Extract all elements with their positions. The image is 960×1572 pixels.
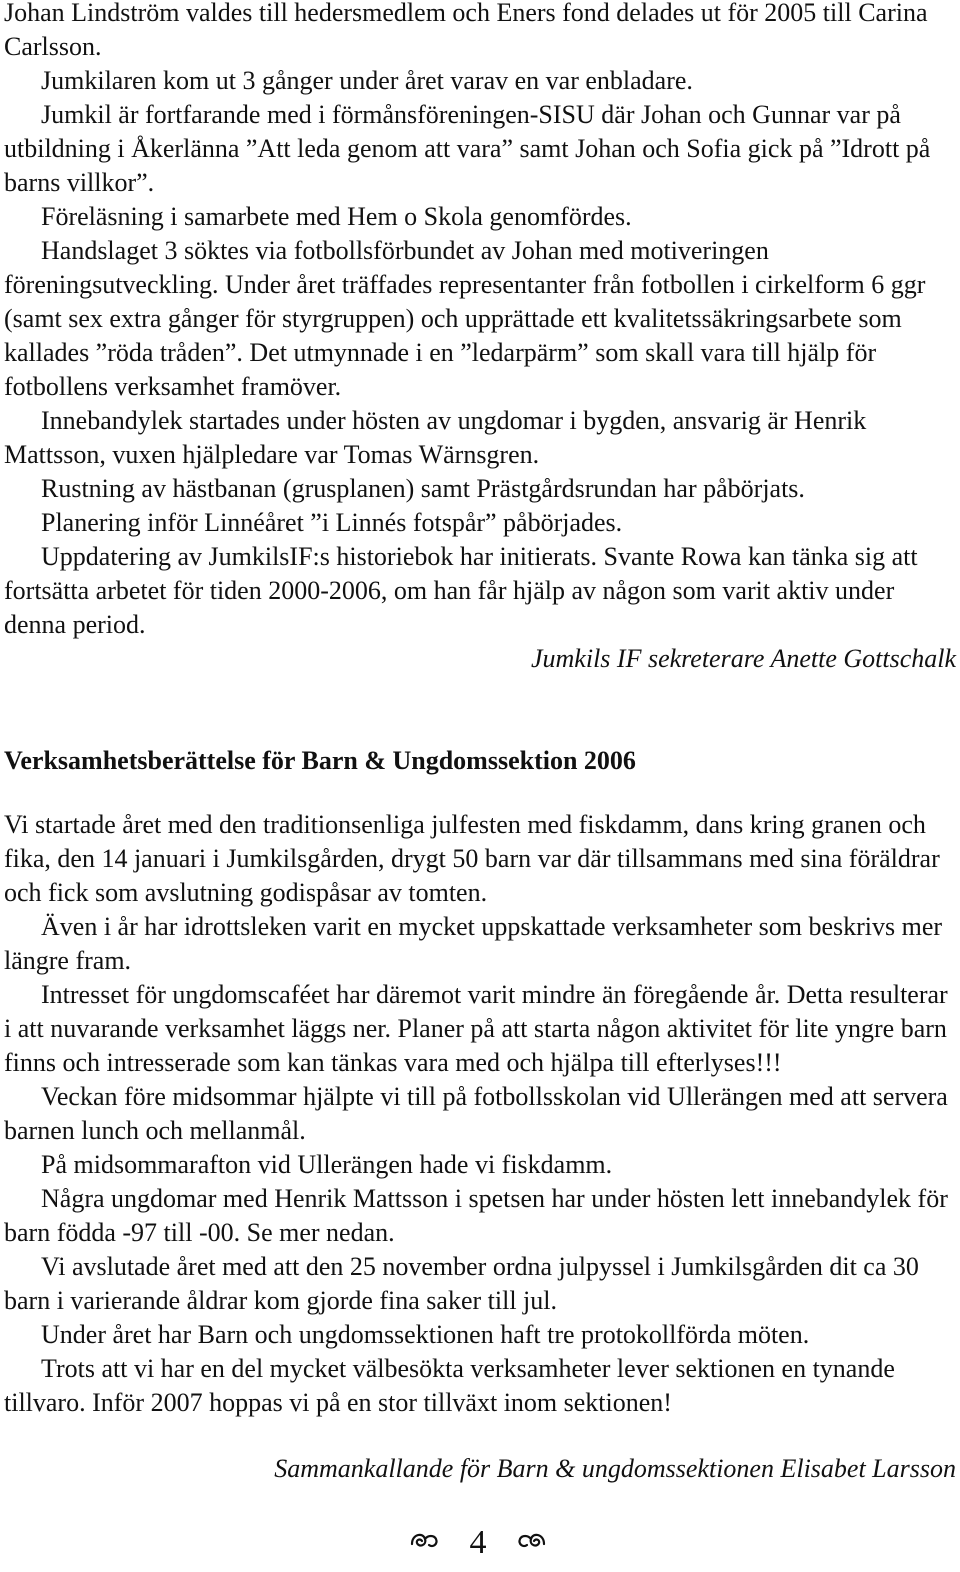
paragraph: Uppdatering av JumkilsIF:s historiebok har initierats. Svante Rowa kan tänka sig att fortsätta arbetet för tiden 2000-2006, om han får hjälp av någon som varit aktiv under denna period. (4, 542, 918, 639)
paragraph: Vi startade året med den traditionsenliga julfesten med fiskdamm, dans kring granen och fika, den 14 januari i Jumkilsgården, drygt 50 barn var där tillsammans med sina föräldrar och fick som avslutning godispåsar av tomten. (4, 810, 940, 907)
paragraph: Trots att vi har en del mycket välbesökta verksamheter lever sektionen en tynande tillvaro. Inför 2007 hoppas vi på en stor tillväxt inom sektionen! (4, 1354, 895, 1417)
paragraph: Innebandylek startades under hösten av ungdomar i bygden, ansvarig är Henrik Mattsson, vuxen hjälpledare var Tomas Wärnsgren. (4, 406, 867, 469)
page-footer (0, 1526, 956, 1560)
section-youth-report (4, 744, 956, 1486)
paragraph: Handslaget 3 söktes via fotbollsförbundet av Johan med motiveringen föreningsutveckling. Under året träffades representanter från fotbollen i cirkelform 6 ggr (samt sex extra gånger för styrgruppen) och upprättade ett kvalitetssäkringsarbete som kallades ”röda tråden”. Det utmynnade i en ”ledarpärm” som skall vara till hjälp för fotbollens verksamhet framöver. (4, 236, 926, 401)
section-leader-signature: Sammankallande för Barn & ungdomssektionen Elisabet Larsson (274, 1454, 956, 1483)
paragraph: Veckan före midsommar hjälpte vi till på fotbollsskolan vid Ullerängen med att servera barnen lunch och mellanmål. (4, 1082, 948, 1145)
section-heading: Verksamhetsberättelse för Barn & Ungdomssektion 2006 (4, 746, 636, 775)
ornament-right-icon (517, 1526, 547, 1560)
paragraph: Föreläsning i samarbete med Hem o Skola genomfördes. (41, 202, 632, 231)
paragraph: Intresset för ungdomscaféet har däremot varit mindre än föregående år. Detta resulterar i att nuvarande verksamhet läggs ner. Planer på att starta någon aktivitet för lite yngre barn finns och intresserade som kan tänkas vara med och hjälpa till efterlyses!!! (4, 980, 948, 1077)
paragraph: Även i år har idrottsleken varit en mycket uppskattade verksamheter som beskrivs mer längre fram. (4, 912, 943, 975)
secretary-signature: Jumkils IF sekreterare Anette Gottschalk (530, 644, 956, 673)
paragraph: Jumkil är fortfarande med i förmånsföreningen-SISU där Johan och Gunnar var på utbildning i Åkerlänna ”Att leda genom att vara” samt Johan och Sofia gick på ”Idrott på barns villkor”. (4, 100, 931, 197)
ornament-left-icon (409, 1526, 439, 1560)
paragraph: Vi avslutade året med att den 25 november ordna julpyssel i Jumkilsgården dit ca 30 barn i varierande åldrar kom gjorde fina saker till jul. (4, 1252, 919, 1315)
paragraph: Under året har Barn och ungdomssektionen haft tre protokollförda möten. (41, 1320, 810, 1349)
section-board-report (4, 0, 956, 676)
paragraph: Rustning av hästbanan (grusplanen) samt Prästgårdsrundan har påbörjats. (41, 474, 805, 503)
paragraph: Planering inför Linnéåret ”i Linnés fotspår” påbörjades. (41, 508, 623, 537)
page-number: 4 (469, 1524, 487, 1561)
paragraph: På midsommarafton vid Ullerängen hade vi fiskdamm. (41, 1150, 613, 1179)
paragraph: Johan Lindström valdes till hedersmedlem och Eners fond delades ut för 2005 till Carina Carlsson. (4, 0, 928, 61)
paragraph: Jumkilaren kom ut 3 gånger under året varav en var enbladare. (41, 66, 693, 95)
paragraph: Några ungdomar med Henrik Mattsson i spetsen har under hösten lett innebandylek för barn födda -97 till -00. Se mer nedan. (4, 1184, 948, 1247)
